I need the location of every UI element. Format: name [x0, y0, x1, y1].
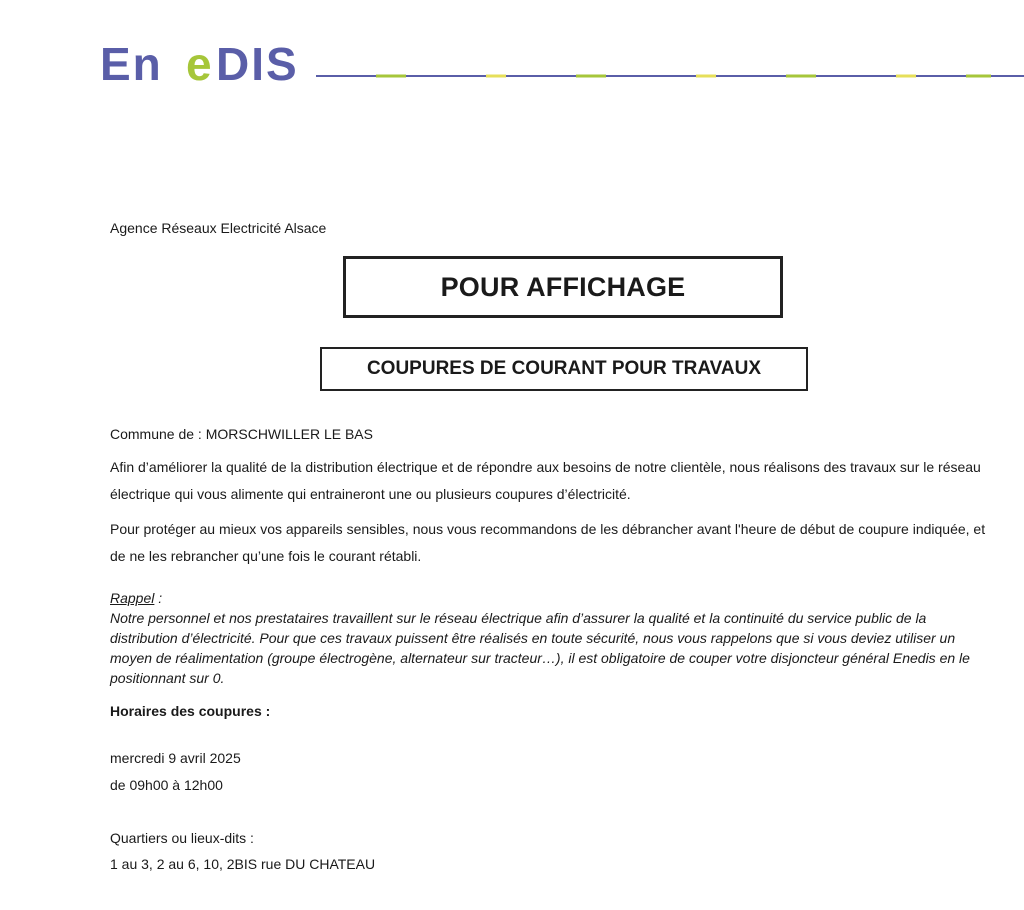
schedule-date: mercredi 9 avril 2025: [110, 750, 241, 766]
page-title: POUR AFFICHAGE: [440, 271, 686, 302]
rappel-block: [110, 588, 990, 688]
locations-value: 1 au 3, 2 au 6, 10, 2BIS rue DU CHATEAU: [110, 856, 376, 872]
svg-text:DIS: DIS: [216, 38, 299, 88]
locations-heading: Quartiers ou lieux-dits :: [110, 830, 254, 846]
enedis-logo: [100, 38, 305, 88]
rappel-text: Notre personnel et nos prestataires travaillent sur le réseau électrique afin d’assurer la qualité et la continuité du service public de la distribution d’électricité. Pour que ces travaux puissent être réalisés en toute sécurité, nous vous rappelons que si vous deviez utiliser un moyen de réalimentation (groupe électrogène, alternateur sur tracteur…), il est obligatoire de couper votre disjoncteur général Enedis en le positionnant sur 0.: [110, 610, 970, 686]
agency-name: Agence Réseaux Electricité Alsace: [110, 220, 327, 236]
commune-line: Commune de : MORSCHWILLER LE BAS: [110, 426, 373, 442]
schedule-heading: Horaires des coupures :: [110, 703, 271, 719]
intro-paragraph: Afin d’améliorer la qualité de la distribution électrique et de répondre aux besoins de notre clientèle, nous réalisons des travaux sur le réseau électrique qui vous alimente qui entraineront une ou plusieurs coupures d’électricité.: [110, 459, 981, 502]
rappel-heading: Rappel :: [110, 590, 163, 606]
schedule-time: de 09h00 à 12h00: [110, 777, 223, 793]
page-subtitle: COUPURES DE COURANT POUR TRAVAUX: [366, 358, 762, 379]
svg-text:En: En: [100, 38, 163, 88]
subtitle-box: [320, 347, 808, 391]
advice-paragraph: Pour protéger au mieux vos appareils sensibles, nous vous recommandons de les débrancher avant l'heure de début de coupure indiquée, et de ne les rebrancher qu’une fois le courant rétabli.: [110, 521, 986, 564]
header-rule: [316, 73, 1024, 79]
title-box: [343, 256, 783, 318]
svg-text:e: e: [186, 38, 212, 88]
